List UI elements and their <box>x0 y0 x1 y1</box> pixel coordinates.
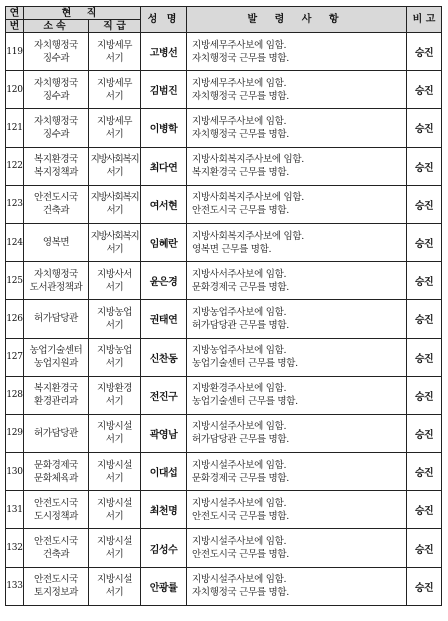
row-name: 최천명 <box>141 491 187 529</box>
table-row <box>6 300 442 338</box>
row-matters: 지방농업주사보에 임함. 허가담당관 근무를 명함. <box>187 300 407 338</box>
row-affiliation: 허가담당관 <box>24 414 89 452</box>
table-row <box>6 185 442 223</box>
row-remarks: 승진 <box>407 453 442 491</box>
row-remarks: 승진 <box>407 338 442 376</box>
row-grade: 지방사회복지 서기 <box>89 147 141 185</box>
row-grade: 지방시설 서기 <box>89 453 141 491</box>
row-affiliation: 농업기술센터 농업지원과 <box>24 338 89 376</box>
table-row <box>6 453 442 491</box>
row-affiliation: 안전도시국 토지정보과 <box>24 567 89 605</box>
header-remarks: 비 고 <box>407 7 442 33</box>
row-number: 124 <box>6 223 24 261</box>
row-remarks: 승진 <box>407 567 442 605</box>
header-name: 성 명 <box>141 7 187 33</box>
row-remarks: 승진 <box>407 491 442 529</box>
table-header <box>6 7 442 33</box>
row-name: 전진구 <box>141 376 187 414</box>
row-grade: 지방농업 서기 <box>89 338 141 376</box>
row-number: 128 <box>6 376 24 414</box>
row-name: 김성수 <box>141 529 187 567</box>
row-number: 126 <box>6 300 24 338</box>
row-name: 신찬동 <box>141 338 187 376</box>
row-grade: 지방세무 서기 <box>89 71 141 109</box>
table-row <box>6 223 442 261</box>
row-name: 권태연 <box>141 300 187 338</box>
row-affiliation: 복지환경국 복지정책과 <box>24 147 89 185</box>
row-matters: 지방시설주사보에 임함. 문화경제국 근무를 명함. <box>187 453 407 491</box>
row-affiliation: 문화경제국 문화체육과 <box>24 453 89 491</box>
row-name: 고병선 <box>141 33 187 71</box>
row-affiliation: 안전도시국 건축과 <box>24 185 89 223</box>
row-matters: 지방세무주사보에 임함. 자치행정국 근무를 명함. <box>187 71 407 109</box>
header-no-top: 연 <box>6 7 24 20</box>
row-matters: 지방시설주사보에 임함. 허가담당관 근무를 명함. <box>187 414 407 452</box>
row-name: 곽영남 <box>141 414 187 452</box>
row-matters: 지방농업주사보에 임함. 농업기술센터 근무를 명함. <box>187 338 407 376</box>
row-remarks: 승진 <box>407 529 442 567</box>
row-matters: 지방사회복지주사보에 임함. 영복면 근무를 명함. <box>187 223 407 261</box>
row-affiliation: 자치행정국 징수과 <box>24 109 89 147</box>
table-row <box>6 376 442 414</box>
row-remarks: 승진 <box>407 33 442 71</box>
row-name: 최다연 <box>141 147 187 185</box>
row-number: 127 <box>6 338 24 376</box>
table-row <box>6 71 442 109</box>
table-row <box>6 33 442 71</box>
table-row <box>6 529 442 567</box>
row-remarks: 승진 <box>407 376 442 414</box>
row-grade: 지방시설 서기 <box>89 567 141 605</box>
table-row <box>6 262 442 300</box>
table-row <box>6 414 442 452</box>
appointment-document <box>5 6 441 606</box>
row-remarks: 승진 <box>407 300 442 338</box>
row-remarks: 승진 <box>407 71 442 109</box>
header-grade: 직 급 <box>89 20 141 33</box>
row-grade: 지방세무 서기 <box>89 109 141 147</box>
row-name: 안광률 <box>141 567 187 605</box>
row-name: 임혜란 <box>141 223 187 261</box>
row-affiliation: 허가담당관 <box>24 300 89 338</box>
personnel-appointment-table <box>5 6 442 606</box>
table-row <box>6 147 442 185</box>
row-number: 120 <box>6 71 24 109</box>
row-number: 125 <box>6 262 24 300</box>
row-matters: 지방시설주사보에 임함. 안전도시국 근무를 명함. <box>187 491 407 529</box>
row-matters: 지방세무주사보에 임함. 자치행정국 근무를 명함. <box>187 109 407 147</box>
row-matters: 지방세무주사보에 임함. 자치행정국 근무를 명함. <box>187 33 407 71</box>
row-remarks: 승진 <box>407 262 442 300</box>
row-affiliation: 영복면 <box>24 223 89 261</box>
row-grade: 지방사회복지 서기 <box>89 185 141 223</box>
row-remarks: 승진 <box>407 414 442 452</box>
row-affiliation: 자치행정국 징수과 <box>24 33 89 71</box>
row-grade: 지방사회복지 서기 <box>89 223 141 261</box>
row-name: 여서현 <box>141 185 187 223</box>
row-name: 이병학 <box>141 109 187 147</box>
table-row <box>6 109 442 147</box>
row-grade: 지방사서 서기 <box>89 262 141 300</box>
row-grade: 지방시설 서기 <box>89 414 141 452</box>
row-name: 윤은경 <box>141 262 187 300</box>
row-grade: 지방농업 서기 <box>89 300 141 338</box>
row-number: 131 <box>6 491 24 529</box>
row-matters: 지방사회복지주사보에 임함. 안전도시국 근무를 명함. <box>187 185 407 223</box>
header-no-bottom: 번 <box>6 20 24 33</box>
table-row <box>6 567 442 605</box>
row-number: 133 <box>6 567 24 605</box>
row-matters: 지방사회복지주사보에 임함. 복지환경국 근무를 명함. <box>187 147 407 185</box>
row-name: 김범진 <box>141 71 187 109</box>
row-grade: 지방시설 서기 <box>89 491 141 529</box>
row-affiliation: 안전도시국 도시정책과 <box>24 491 89 529</box>
header-current-position: 현 직 <box>24 7 141 20</box>
row-affiliation: 복지환경국 환경관리과 <box>24 376 89 414</box>
table-row <box>6 491 442 529</box>
row-matters: 지방사서주사보에 임함. 문화경제국 근무를 명함. <box>187 262 407 300</box>
row-affiliation: 안전도시국 건축과 <box>24 529 89 567</box>
header-affiliation: 소속 <box>24 20 89 33</box>
row-number: 122 <box>6 147 24 185</box>
row-grade: 지방시설 서기 <box>89 529 141 567</box>
row-number: 121 <box>6 109 24 147</box>
row-number: 132 <box>6 529 24 567</box>
row-number: 119 <box>6 33 24 71</box>
table-body <box>6 33 442 606</box>
row-affiliation: 자치행정국 도서관정책과 <box>24 262 89 300</box>
row-matters: 지방시설주사보에 임함. 자치행정국 근무를 명함. <box>187 567 407 605</box>
row-remarks: 승진 <box>407 109 442 147</box>
row-remarks: 승진 <box>407 147 442 185</box>
row-name: 이대섭 <box>141 453 187 491</box>
row-remarks: 승진 <box>407 223 442 261</box>
row-number: 130 <box>6 453 24 491</box>
row-remarks: 승진 <box>407 185 442 223</box>
header-matters: 발 령 사 항 <box>187 7 407 33</box>
row-matters: 지방시설주사보에 임함. 안전도시국 근무를 명함. <box>187 529 407 567</box>
row-matters: 지방환경주사보에 임함. 농업기술센터 근무를 명함. <box>187 376 407 414</box>
row-number: 129 <box>6 414 24 452</box>
row-grade: 지방세무 서기 <box>89 33 141 71</box>
row-affiliation: 자치행정국 징수과 <box>24 71 89 109</box>
table-row <box>6 338 442 376</box>
row-grade: 지방환경 서기 <box>89 376 141 414</box>
row-number: 123 <box>6 185 24 223</box>
